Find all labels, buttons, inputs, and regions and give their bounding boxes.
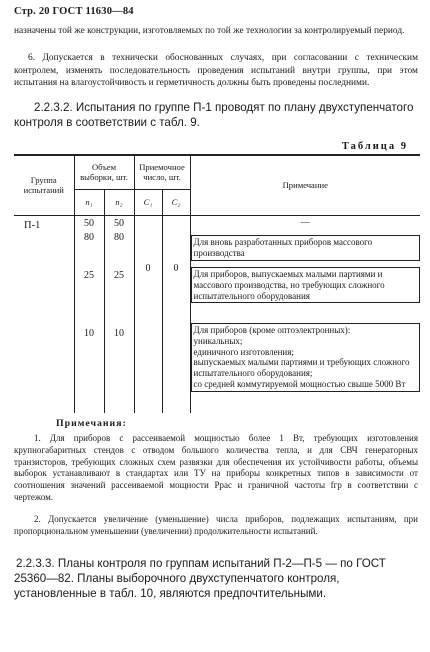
note-box: Для вновь разработанных приборов массового производства: [191, 235, 421, 261]
note-1: 1. Для приборов с рассеиваемой мощностью более 1 Вт, требующих изготовления крупногабаритных стендов с отводом большого количества тепла, и для СВЧ генераторных транзисторов, требующих сложных схем развязки для обеспечения их устойчивости работы, объемы выборок устанавливают в стандартах или ТУ на приборы конкретных типов в зависимости от соотношения значений рассеиваемой мощности Pрас и граничной частоты fгр в соответствии с чертежом.: [14, 433, 418, 502]
table-cell-n2: 25: [104, 265, 134, 321]
note-box: Для приборов (кроме оптоэлектронных): уникальных; единичного изготовления; выпускаемых малыми партиями и требующих сложного испытательного оборудования; со средней коммутируемой мощностью свыше 5000 Вт: [191, 323, 421, 392]
table-cell-n1: 25: [74, 265, 104, 321]
table-cell-n2: 80: [104, 233, 134, 265]
page-header: Стр. 20 ГОСТ 11630—84: [14, 6, 134, 17]
header-c1: C₁: [134, 189, 162, 215]
table-cell-note: [190, 321, 420, 413]
header-n2: n₂: [104, 189, 134, 215]
table-cell-n1: 10: [74, 321, 104, 413]
note-box: Для приборов, выпускаемых малыми партиями и массового производства, но требующих сложного испытательного оборудования: [191, 267, 421, 303]
header-c2: C₂: [162, 189, 190, 215]
table-cell-c2: 0: [162, 215, 190, 413]
header-acceptance-number: Приемочное число, шт.: [134, 155, 190, 189]
table-9: [14, 154, 420, 413]
section-2-2-3-2: 2.2.3.2. Испытания по группе П-1 проводят по плану двухступенчатого контроля в соответствии с табл. 9.: [14, 101, 414, 129]
table-cell-note: [190, 233, 420, 265]
notes-title: Примечания:: [56, 418, 127, 429]
table-cell-n1: 80: [74, 233, 104, 265]
table-cell-note: —: [190, 215, 420, 233]
table-cell-n2: 50: [104, 215, 134, 233]
section-2-2-3-3: 2.2.3.3. Планы контроля по группам испытаний П-2—П-5 — по ГОСТ 25360—82. Планы выборочного двухступенчатого контроля, установленные в табл. 10, являются предпочтительными.: [14, 557, 386, 600]
group-cell: П-1: [14, 215, 74, 413]
table-cell-n1: 50: [74, 215, 104, 233]
header-note: Примечание: [190, 155, 420, 215]
header-group: Группа испытаний: [14, 155, 74, 215]
note-2: 2. Допускается увеличение (уменьшение) числа приборов, подлежащих испытаниям, при пропорциональном уменьшении (увеличении) продолжительности испытаний.: [14, 514, 418, 536]
header-n1: n₁: [74, 189, 104, 215]
header-sample-size: Объем выборки, шт.: [74, 155, 134, 189]
table-caption: Таблица 9: [341, 141, 408, 152]
top-paragraph: назначены той же конструкции, изготовляемых по той же технологии за контролируемый период.: [14, 26, 405, 36]
table-cell-c1: 0: [134, 215, 162, 413]
table-cell-n2: 10: [104, 321, 134, 413]
paragraph-6: 6. Допускается в технически обоснованных случаях, при согласовании с техническим контролем, изменять последовательность проведения испытаний внутри группы, при этом испытания на влагоустойчивость и герметичность должны быть проведены последними.: [14, 53, 418, 89]
table-cell-note: [190, 265, 420, 321]
